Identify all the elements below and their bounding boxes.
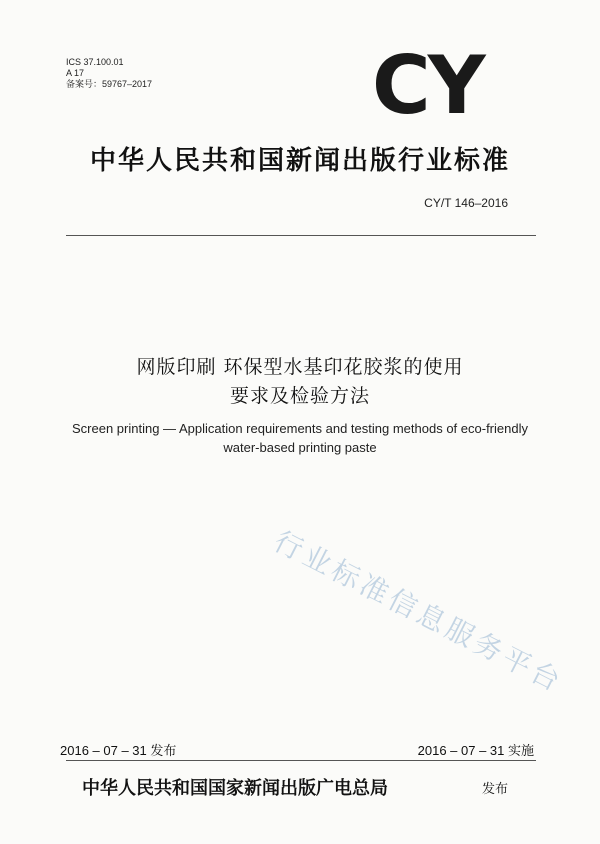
- standard-type-title: 中华人民共和国新闻出版行业标准: [89, 146, 510, 176]
- implementation-date: 2016 – 07 – 31 实施: [417, 743, 534, 758]
- platform-watermark: 行业标准信息服务平台: [268, 524, 569, 700]
- issue-date: 2016 – 07 – 31 发布: [60, 743, 177, 758]
- standard-number: CY/T 146–2016: [424, 196, 508, 210]
- english-title-line-1: Screen printing — Application requirements and testing methods of eco-friendly: [72, 421, 528, 436]
- publish-label: 发布: [482, 782, 509, 797]
- category-code: A 17: [66, 68, 85, 78]
- record-number: 备案号：59767–2017: [66, 79, 153, 89]
- ics-code: ICS 37.100.01: [66, 57, 124, 67]
- top-divider: [66, 235, 536, 236]
- english-title-line-2: water-based printing paste: [223, 440, 377, 455]
- classification-block: [66, 57, 152, 90]
- publisher-name: 中华人民共和国国家新闻出版广电总局: [82, 778, 388, 799]
- chinese-title-line-2: 要求及检验方法: [229, 385, 370, 407]
- chinese-title-line-1: 网版印刷 环保型水基印花胶浆的使用: [136, 356, 464, 378]
- cy-logo: CY: [372, 39, 483, 132]
- bottom-divider: [66, 760, 536, 761]
